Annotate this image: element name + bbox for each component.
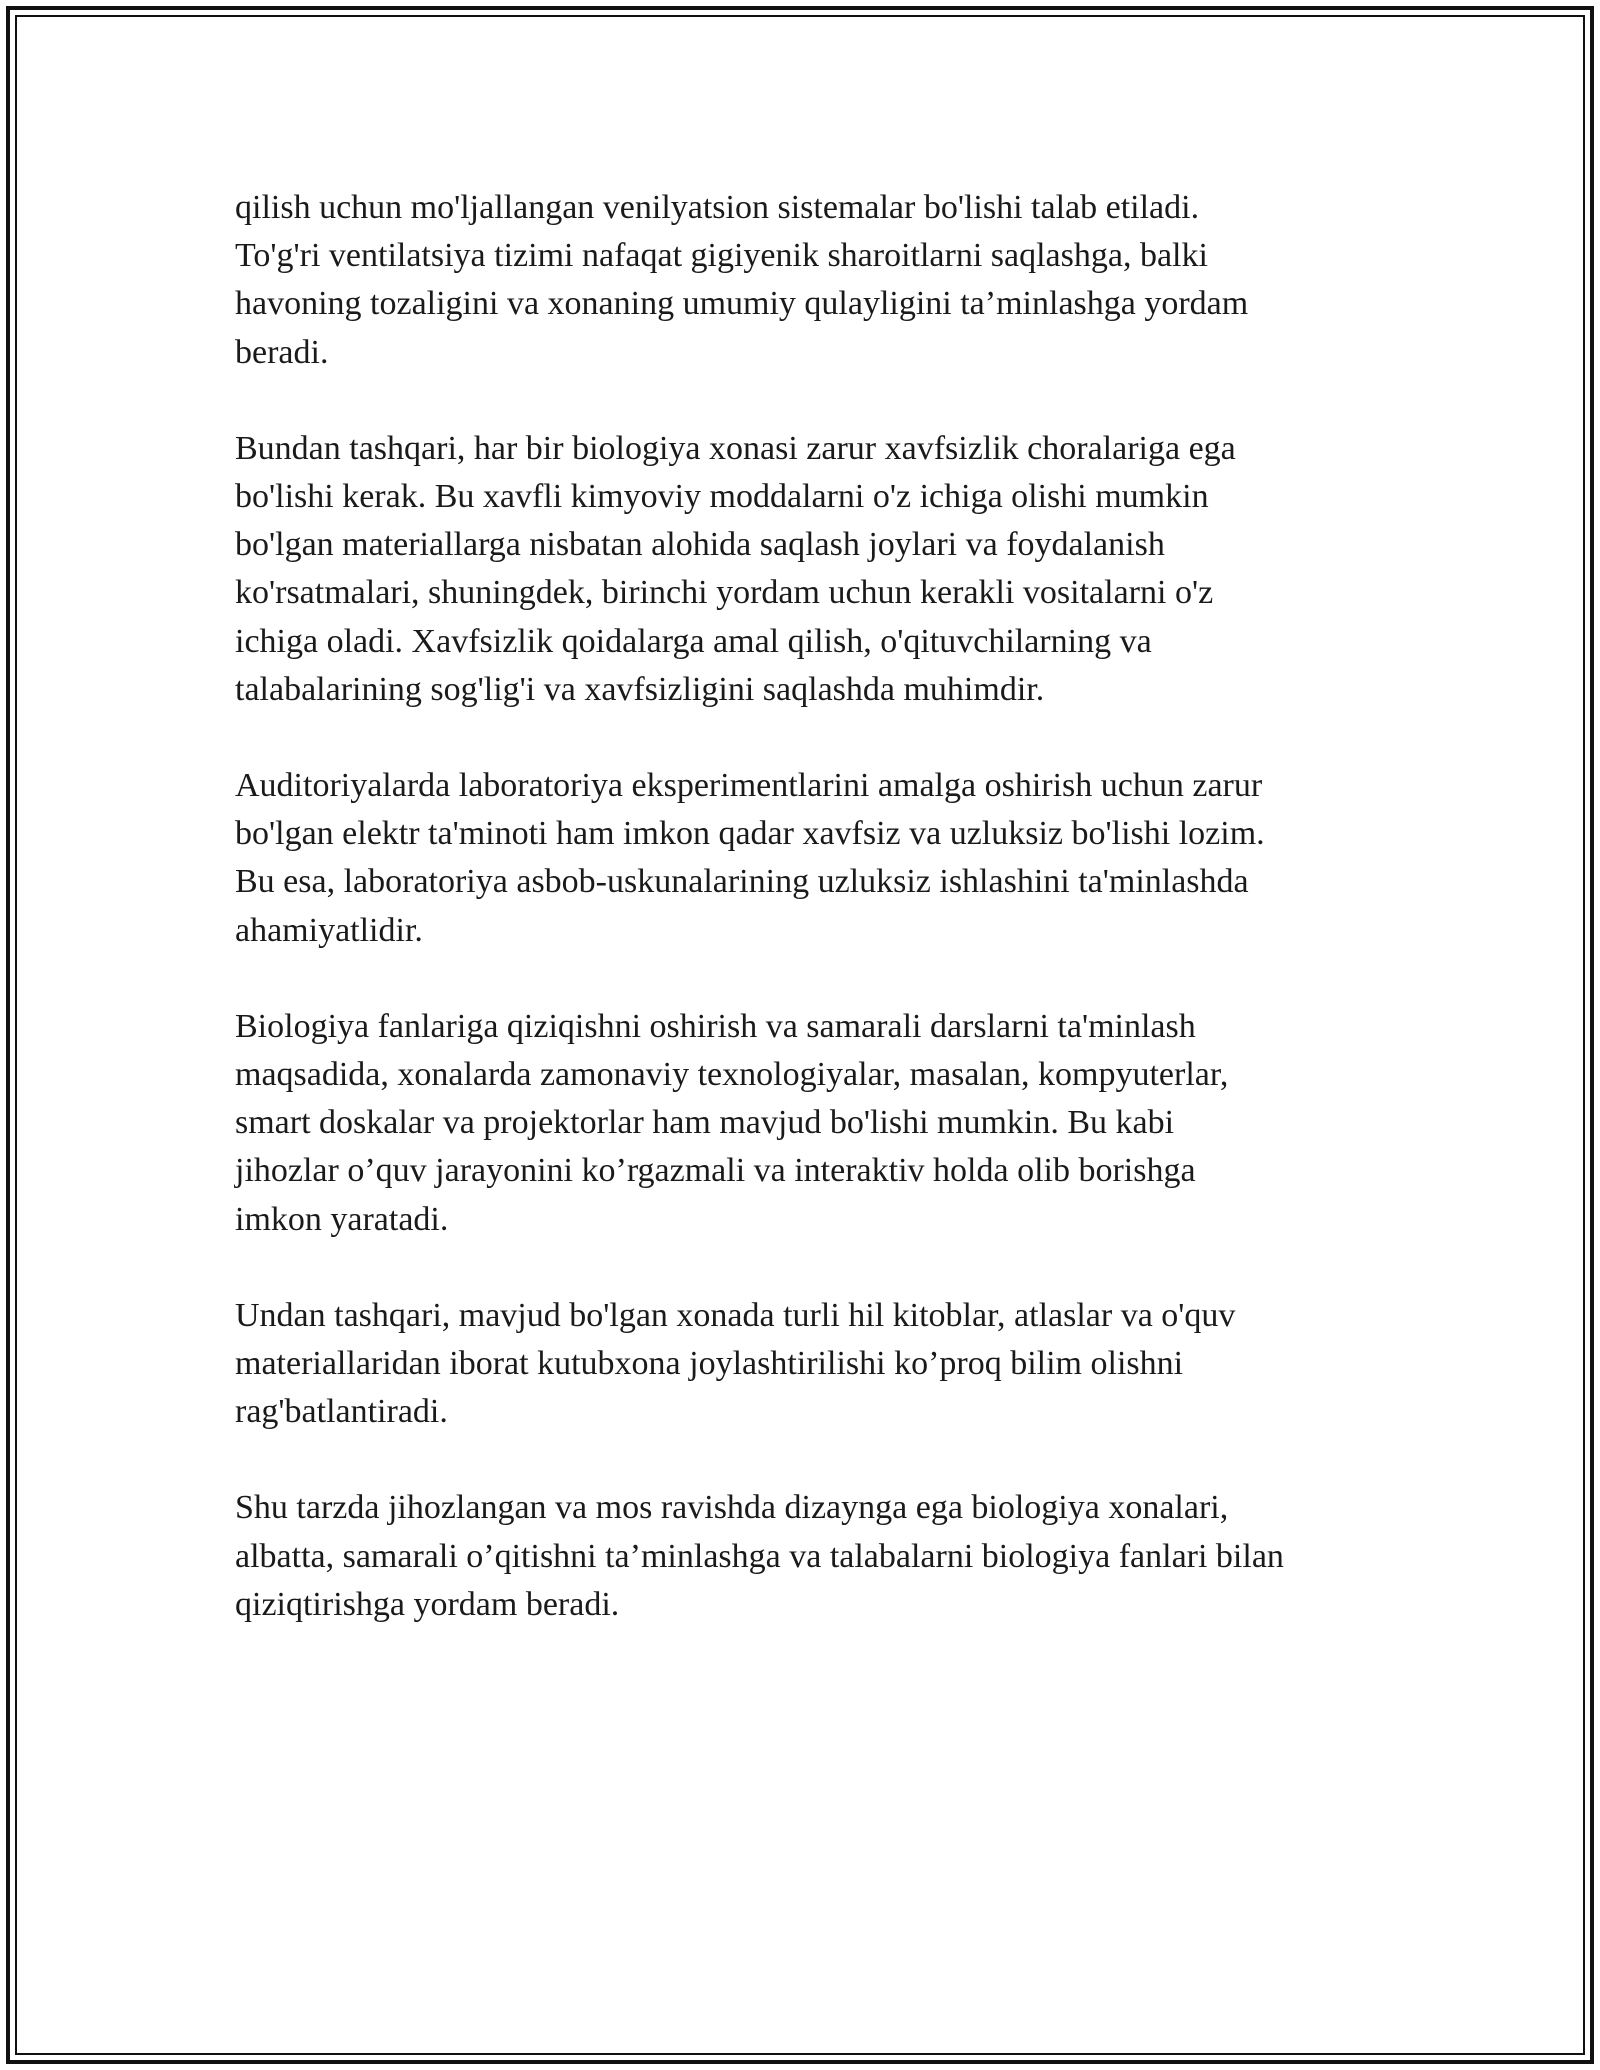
text-line: bo'lgan elektr ta'minoti ham imkon qadar xavfsiz va uzluksiz bo'lishi lozim.: [235, 815, 1265, 853]
text-line: Biologiya fanlariga qiziqishni oshirish va samarali darslarni ta'minlash: [235, 1007, 1196, 1045]
text-line: ahamiyatlidir.: [235, 911, 423, 949]
paragraph-technology: [235, 1003, 1395, 1244]
document-body: [235, 184, 1395, 1677]
paragraph-conclusion: [235, 1484, 1395, 1629]
text-line: Bu esa, laboratoriya asbob-uskunalarining uzluksiz ishlashini ta'minlashda: [235, 863, 1249, 901]
text-line: jihozlar o’quv jarayonini ko’rgazmali va interaktiv holda olib borishga: [235, 1152, 1196, 1190]
text-line: Bundan tashqari, har bir biologiya xonasi zarur xavfsizlik choralariga ega: [235, 429, 1236, 467]
text-line: albatta, samarali o’qitishni ta’minlashga va talabalarni biologiya fanlari bilan: [235, 1537, 1284, 1575]
text-line: bo'lgan materiallarga nisbatan alohida saqlash joylari va foydalanish: [235, 526, 1165, 564]
text-line: To'g'ri ventilatsiya tizimi nafaqat gigiyenik sharoitlarni saqlashga, balki: [235, 237, 1208, 275]
text-line: rag'batlantiradi.: [235, 1393, 448, 1431]
text-line: Auditoriyalarda laboratoriya eksperimentlarini amalga oshirish uchun zarur: [235, 767, 1263, 805]
text-line: imkon yaratadi.: [235, 1200, 449, 1238]
text-line: smart doskalar va projektorlar ham mavjud bo'lishi mumkin. Bu kabi: [235, 1104, 1175, 1142]
text-line: maqsadida, xonalarda zamonaviy texnologiyalar, masalan, kompyuterlar,: [235, 1056, 1229, 1094]
text-line: materiallaridan iborat kutubxona joylashtirilishi ko’proq bilim olishni: [235, 1345, 1184, 1383]
paragraph-ventilation: [235, 184, 1395, 377]
text-line: beradi.: [235, 333, 329, 371]
paragraph-electricity: [235, 762, 1395, 955]
text-line: Undan tashqari, mavjud bo'lgan xonada turli hil kitoblar, atlaslar va o'quv: [235, 1296, 1236, 1334]
text-line: Shu tarzda jihozlangan va mos ravishda dizaynga ega biologiya xonalari,: [235, 1489, 1229, 1527]
paragraph-safety: [235, 425, 1395, 714]
text-line: ko'rsatmalari, shuningdek, birinchi yordam uchun kerakli vositalarni o'z: [235, 574, 1214, 612]
text-line: ichiga oladi. Xavfsizlik qoidalarga amal qilish, o'qituvchilarning va: [235, 622, 1152, 660]
text-line: qilish uchun mo'ljallangan venilyatsion sistemalar bo'lishi talab etiladi.: [235, 189, 1200, 226]
paragraph-library: [235, 1292, 1395, 1437]
text-line: havoning tozaligini va xonaning umumiy qulayligini ta’minlashga yordam: [235, 285, 1249, 323]
text-line: talabalarining sog'lig'i va xavfsizligini saqlashda muhimdir.: [235, 670, 1045, 708]
text-line: bo'lishi kerak. Bu xavfli kimyoviy moddalarni o'z ichiga olishi mumkin: [235, 478, 1209, 516]
text-line: qiziqtirishga yordam beradi.: [235, 1585, 620, 1623]
